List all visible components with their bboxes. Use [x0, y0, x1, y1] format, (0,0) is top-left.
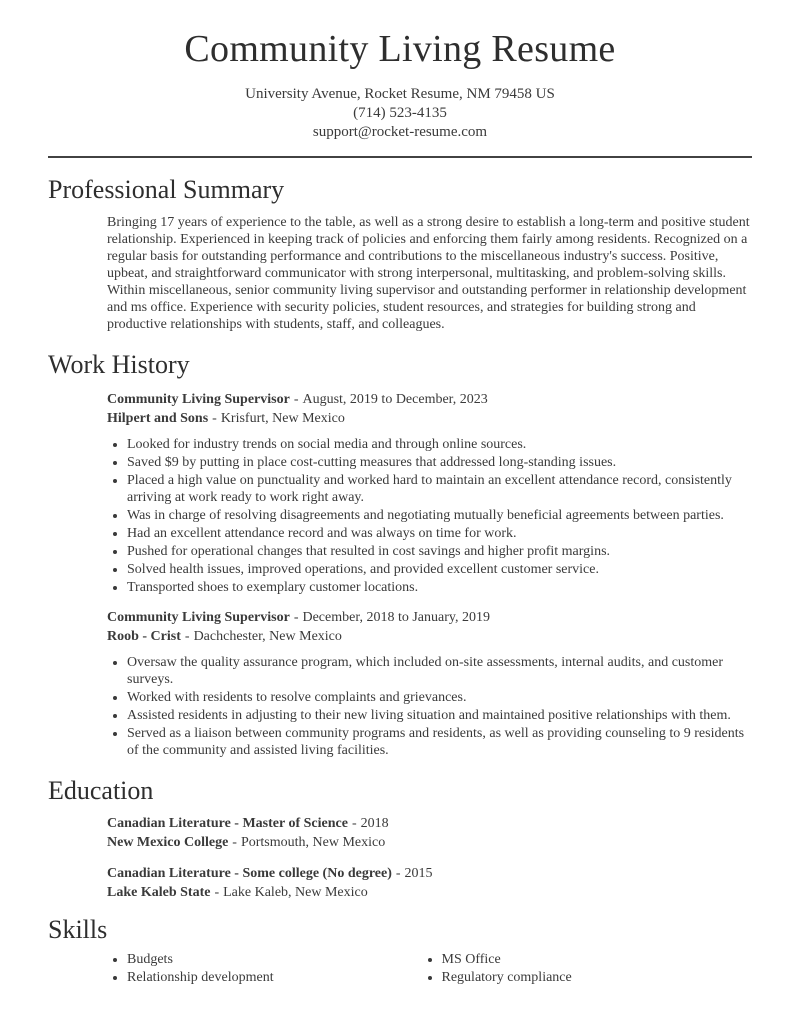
- job-company: Hilpert and Sons: [107, 411, 209, 427]
- job-company: Roob - Crist: [107, 629, 181, 645]
- education-location: Portsmouth, New Mexico: [240, 835, 386, 851]
- job-bullet: • Pushed for operational changes that resulted in cost savings and higher profit margins.: [127, 543, 752, 560]
- job-location: Krisfurt, New Mexico: [220, 411, 345, 427]
- job-bullet: • Transported shoes to exemplary customer locations.: [127, 579, 752, 596]
- separator: -: [351, 816, 357, 832]
- section-skills: [48, 914, 752, 987]
- education-entry: [107, 814, 752, 852]
- job-bullet: • Assisted residents in adjusting to their new living situation and maintained positive relationships with them.: [127, 707, 752, 724]
- education-degree: Canadian Literature - Some college (No degree): [107, 866, 392, 882]
- skill-item: • Relationship development: [127, 969, 438, 986]
- education-location: Lake Kaleb, New Mexico: [223, 885, 368, 901]
- job-bullet: • Saved $9 by putting in place cost-cutting measures that addressed long-standing issues.: [127, 454, 752, 471]
- header-divider: [48, 156, 752, 158]
- separator: -: [293, 392, 299, 408]
- contact-address: University Avenue, Rocket Resume, NM 79458 US: [245, 85, 555, 102]
- job-entry: [48, 608, 752, 759]
- job-header: [107, 608, 752, 646]
- section-professional-summary: [48, 174, 752, 333]
- education-year: 2018: [360, 816, 389, 832]
- education-school-line: [107, 883, 752, 902]
- job-dates: December, 2018 to January, 2019: [302, 610, 490, 626]
- job-bullet-list: [48, 436, 752, 596]
- skill-item: • Regulatory compliance: [442, 969, 753, 986]
- education-school-line: [107, 833, 752, 852]
- job-title: Community Living Supervisor: [107, 392, 290, 408]
- separator: -: [214, 885, 220, 901]
- education-degree: Canadian Literature - Master of Science: [107, 816, 348, 832]
- contact-phone: (714) 523-4135: [353, 104, 447, 121]
- education-degree-line: [107, 814, 752, 833]
- job-entry: [48, 390, 752, 596]
- job-bullet: • Worked with residents to resolve complaints and grievances.: [127, 689, 752, 706]
- separator: -: [232, 835, 237, 851]
- page-title: Community Living Resume: [184, 28, 616, 70]
- job-title-line: [107, 608, 752, 627]
- job-title-line: [107, 390, 752, 409]
- resume-header: [48, 28, 752, 158]
- separator: -: [395, 866, 401, 882]
- skill-item: • Budgets: [127, 951, 438, 968]
- job-company-line: [107, 409, 752, 428]
- job-bullet: • Was in charge of resolving disagreements and negotiating mutually beneficial agreements between parties.: [127, 507, 752, 524]
- section-work-history: [48, 349, 752, 759]
- separator: -: [184, 629, 190, 645]
- contact-email: support@rocket-resume.com: [312, 123, 488, 140]
- job-bullet: • Placed a high value on punctuality and worked hard to maintain an excellent attendance record, consistently arriving at work ready to work right away.: [127, 472, 752, 506]
- job-bullet: • Served as a liaison between community programs and residents, as well as providing counseling to 9 residents of the community and assisted living facilities.: [127, 725, 752, 759]
- skills-list: [48, 951, 752, 987]
- education-school: New Mexico College: [107, 835, 229, 851]
- job-title: Community Living Supervisor: [107, 610, 290, 626]
- education-degree-line: [107, 864, 752, 883]
- job-header: [107, 390, 752, 428]
- job-bullet: • Had an excellent attendance record and was always on time for work.: [127, 525, 752, 542]
- job-location: Dachchester, New Mexico: [193, 629, 342, 645]
- section-education: [48, 775, 752, 902]
- education-school: Lake Kaleb State: [107, 885, 211, 901]
- job-dates: August, 2019 to December, 2023: [302, 392, 488, 408]
- education-entry: [107, 864, 752, 902]
- skill-item: • MS Office: [442, 951, 753, 968]
- job-bullet: • Oversaw the quality assurance program, which included on-site assessments, internal audits, and customer surveys.: [127, 654, 752, 688]
- heading-skills: Skills: [48, 915, 108, 945]
- heading-work-history: Work History: [48, 349, 190, 379]
- job-company-line: [107, 627, 752, 646]
- separator: -: [212, 411, 217, 427]
- contact-info: [48, 85, 752, 142]
- job-bullet: • Looked for industry trends on social media and through online sources.: [127, 436, 752, 453]
- job-bullet-list: [48, 654, 752, 759]
- heading-education: Education: [48, 776, 154, 806]
- heading-professional-summary: Professional Summary: [48, 174, 285, 204]
- separator: -: [293, 610, 299, 626]
- education-year: 2015: [404, 866, 433, 882]
- summary-text: Bringing 17 years of experience to the table, as well as a strong desire to establish a long-term and positive student relationship. Experienced in keeping track of policies and enforcing them fairly among residents. Recognized on a regular basis for outstanding performance and contributions to the miscellaneous industry's success. Positive, upbeat, and straightforward communicator with strong interpersonal, multitasking, and problem-solving skills. Within miscellaneous, senior community living supervisor and outstanding performer in relationship development and ms office. Experience with security policies, student resources, and strategies for building strong and productive relationships with students, staff, and colleagues.: [107, 214, 750, 332]
- job-bullet: • Solved health issues, improved operations, and provided excellent customer service.: [127, 561, 752, 578]
